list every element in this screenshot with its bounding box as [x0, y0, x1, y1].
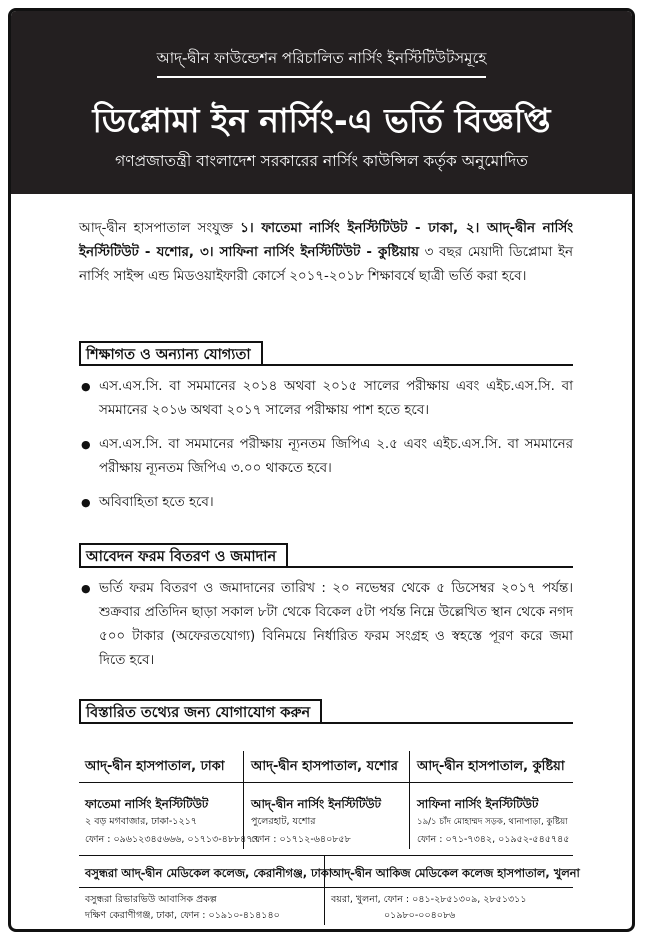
intro-paragraph	[79, 217, 573, 289]
intro-text-1: আদ্-দ্বীন হাসপাতাল সংযুক্ত	[79, 221, 241, 236]
institute-name: সাফিনা নার্সিং ইনস্টিটিউট	[417, 797, 539, 811]
list-item: ● এস.এস.সি. বা সমমানের পরীক্ষায় ন্যূনতম জিপিএ ২.৫ এবং এইচ.এস.সি. বা সমমানের পরীক্ষায় ন্যূনতম জিপিএ ৩.০০ থাকতে হবে।	[79, 433, 573, 481]
address-line: দক্ষিণ কেরাণীগঞ্জ, ঢাকা, ফোন : ০১৯১০-৪১৪১৪০	[85, 910, 280, 921]
notice-title: ডিপ্লোমা ইন নার্সিং-এ ভর্তি বিজ্ঞপ্তি	[92, 101, 551, 140]
hospital-name: আদ্-দ্বীন হাসপাতাল, ঢাকা	[85, 759, 225, 774]
application-heading: আবেদন ফরম বিতরণ ও জমাদান	[79, 543, 288, 567]
address-line: বয়রা, খুলনা, ফোন : ০৪১-২৮৫১৩০৯, ২৮৫১৩১১	[331, 894, 527, 905]
application-list	[79, 577, 573, 683]
hospital-name: আদ্-দ্বীন হাসপাতাল, কুষ্টিয়া	[417, 759, 565, 774]
divider	[79, 855, 573, 856]
list-item: ● অবিবাহিতা হতে হবে।	[79, 491, 573, 515]
institute-phone: ফোন : ০১৭১২-৬৪০৮৫৮	[251, 834, 351, 845]
contact-rule	[79, 722, 573, 724]
qualification-list	[79, 375, 573, 525]
institute-name: আদ্-দ্বীন নার্সিং ইনস্টিটিউট	[251, 797, 381, 811]
hospital-name: আদ্-দ্বীন হাসপাতাল, যশোর	[251, 759, 398, 774]
approval-line: গণপ্রজাতন্ত্রী বাংলাদেশ সরকারের নার্সিং কাউন্সিল কর্তৃক অনুমোদিত	[115, 152, 528, 170]
divider	[243, 751, 244, 849]
institute-phone: ফোন : ০৯৬১২৩৪৫৬৬৬, ০১৭১৩-৪৮৮৪৭৭	[85, 834, 259, 845]
contact-kushtia	[411, 751, 574, 851]
list-item: ● এস.এস.সি. বা সমমানের ২০১৪ অথবা ২০১৫ সালের পরীক্ষায় এবং এইচ.এস.সি. বা সমমানের ২০১৬ অথবা ২০১৭ সালের পরীক্ষায় পাশ হতে হবে।	[79, 375, 573, 423]
notice-frame	[8, 8, 635, 932]
contact-dhaka	[79, 751, 259, 851]
intro-institutes: ১। ফাতেমা নার্সিং ইনস্টিটিউট - ঢাকা, ২। আদ্-দ্বীন নার্সিং ইনস্টিটিউট - যশোর, ৩। সাফিনা নার্সিং ইনস্টিটিউট - কুষ্টিয়ায়	[79, 221, 573, 260]
contact-heading: বিস্তারিত তথ্যের জন্য যোগাযোগ করুন	[79, 699, 322, 723]
header-banner	[11, 11, 632, 194]
address-line: বসুন্ধরা রিভারভিউ আবাসিক প্রকল্প	[85, 894, 217, 905]
institute-address: পুলেরহাট, যশোর	[251, 816, 316, 827]
divider	[79, 782, 573, 783]
contact-jessore	[245, 751, 408, 851]
divider	[79, 887, 573, 888]
institute-name: ফাতেমা নার্সিং ইনস্টিটিউট	[85, 797, 209, 811]
address-line: ০১৯৮০-০০৪০৮৬	[384, 910, 456, 921]
qualification-heading: শিক্ষাগত ও অন্যান্য যোগ্যতা	[79, 341, 263, 365]
list-item: ● ভর্তি ফরম বিতরণ ও জমাদানের তারিখ : ২০ নভেম্বর থেকে ৫ ডিসেম্বর ২০১৭ পর্যন্ত। শুক্রবার প্রতিদিন ছাড়া সকাল ৮টা থেকে বিকেল ৫টা পর্যন্ত নিম্নে উল্লেখিত স্থান থেকে নগদ ৫০০ টাকার (অফেরতযোগ্য) বিনিময়ে নির্ধারিত ফরম সংগ্রহ ও স্বহস্তে পূরণ করে জমা দিতে হবে।	[79, 577, 573, 673]
hospital-name: বসুন্ধরা আদ্-দ্বীন মেডিকেল কলেজ, কেরানীগঞ্জ, ঢাকা	[85, 866, 333, 880]
intro-text-2: ৩ বছর মেয়াদী ডিপ্লোমা ইন নার্সিং সাইন্স এন্ড মিডওয়াইফারী কোর্সে ২০১৭-২০১৮ শিক্ষাবর্ষে ছাত্রী ভর্তি করা হবে।	[79, 245, 573, 284]
institute-phone: ফোন : ০৭১-৭৩৪২, ০১৯৫২-৫৪৫৭৪৫	[417, 834, 570, 845]
qualification-rule	[79, 364, 573, 366]
institute-address: ২ বড় মগবাজার, ঢাকা-১২১৭	[85, 816, 197, 827]
institute-address: ১৯/১ চাঁদ মোহাম্মদ সড়ক, থানাপাড়া, কুষ্টিয়া	[417, 817, 568, 827]
contact-grid	[79, 751, 580, 925]
hospital-name: আদ্-দ্বীন আকিজ মেডিকেল কলেজ হাসপাতাল, খুলনা	[331, 866, 580, 880]
divider	[409, 751, 410, 849]
application-rule	[79, 566, 573, 568]
subheading: আদ্-দ্বীন ফাউন্ডেশন পরিচালিত নার্সিং ইনস্টিটিউটসমূহে	[157, 47, 487, 78]
